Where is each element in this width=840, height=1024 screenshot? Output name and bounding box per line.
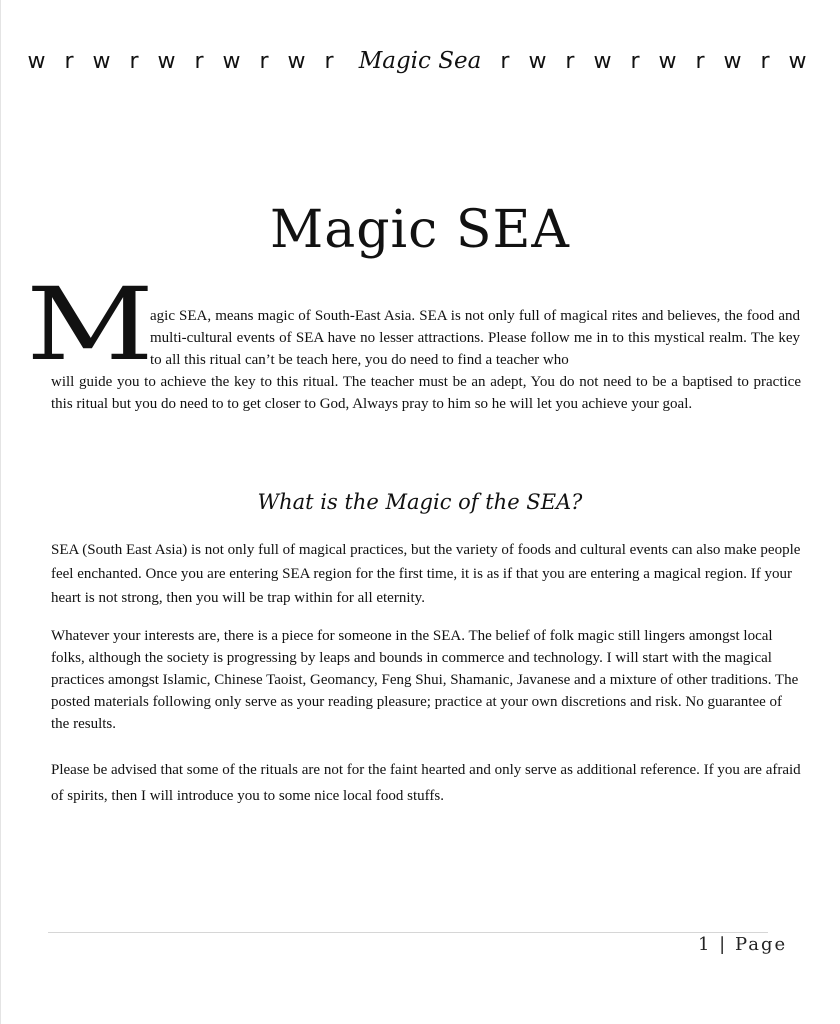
body-paragraph-2: Whatever your interests are, there is a piece for someone in the SEA. The belief of folk magic still lingers amongst local folks, although the society is progressing by leaps and bounds in commerce and technology. I will start with the magical practices amongst Islamic, Chinese Taoist, Geomancy, Feng Shui, Shamanic, Javanese and a mixture of other traditions. The posted materials following only serve as your reading pleasure; practice at your own discretions and risk. No guarantee of the results. bbox=[51, 628, 799, 732]
header-ornament-left: w r w r w r w r w r bbox=[27, 49, 340, 74]
drop-cap-letter: M bbox=[26, 266, 155, 383]
page-number: 1 | Page bbox=[698, 934, 788, 955]
body-paragraph-1: SEA (South East Asia) is not only full of magical practices, but the variety of foods and cultural events can also make people feel enchanted. Once you are entering SEA region for the first time, it is as if that you are entering a magical region. If your heart is not strong, then you will be trap within for all eternity. bbox=[51, 542, 801, 606]
page-title: Magic SEA bbox=[270, 200, 570, 260]
page-header bbox=[0, 48, 840, 74]
header-title: Magic Sea bbox=[358, 48, 482, 74]
body-paragraph-3: Please be advised that some of the rituals are not for the faint hearted and only serve as additional reference. If you are afraid of spirits, then I will introduce you to some nice local food stuffs. bbox=[51, 762, 801, 804]
intro-paragraph-start: agic SEA, means magic of South-East Asia. SEA is not only full of magical rites and believes, the food and multi-cultural events of SEA have no lesser attractions. Please follow me in to this mystical realm. The key to all this ritual can’t be teach here, you do need to find a teacher who bbox=[150, 308, 800, 368]
footer-divider bbox=[48, 932, 768, 933]
section-heading: What is the Magic of the SEA? bbox=[257, 490, 583, 514]
header-ornament-right: r w r w r w r w r w bbox=[500, 49, 813, 74]
intro-paragraph-continued: will guide you to achieve the key to this ritual. The teacher must be an adept, You do not need to be a baptised to practice this ritual but you do need to to get closer to God, Always pray to him so he will let you achieve your goal. bbox=[51, 374, 801, 412]
